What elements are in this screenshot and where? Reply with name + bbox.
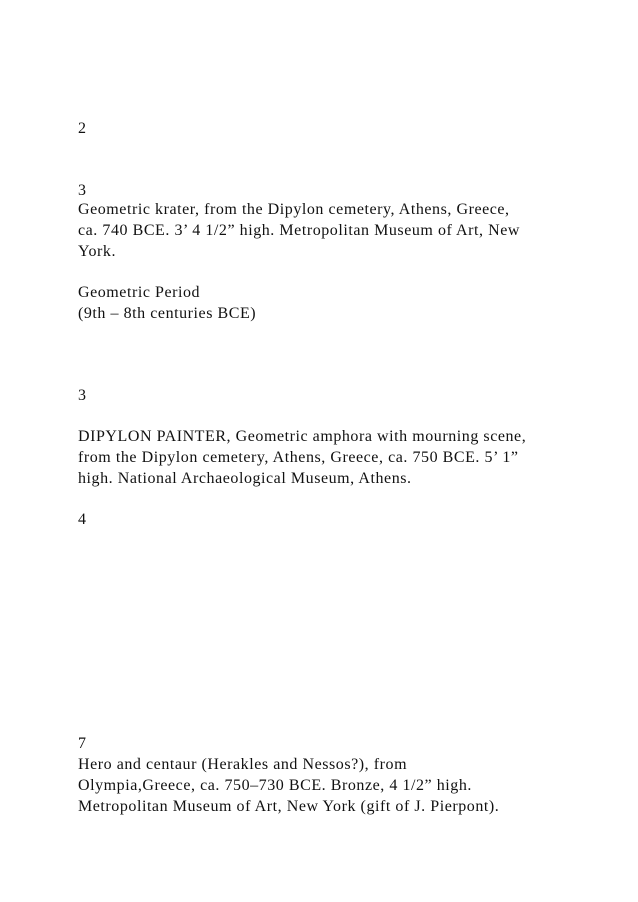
caption-line: York. — [78, 243, 117, 260]
slide-number: 4 — [78, 511, 87, 528]
caption-line: Olympia,Greece, ca. 750–730 BCE. Bronze, 4 1/2” high. — [78, 777, 472, 794]
caption-line: from the Dipylon cemetery, Athens, Greece, ca. 750 BCE. 5’ 1” — [78, 449, 519, 466]
slide-number: 7 — [78, 735, 87, 752]
period-heading: Geometric Period — [78, 284, 201, 301]
slide-number: 2 — [78, 120, 87, 137]
period-dates: (9th – 8th centuries BCE) — [78, 305, 257, 322]
caption-line: ca. 740 BCE. 3’ 4 1/2” high. Metropolitan Museum of Art, New — [78, 222, 520, 239]
caption-line: high. National Archaeological Museum, Athens. — [78, 470, 412, 487]
caption-line: DIPYLON PAINTER, Geometric amphora with mourning scene, — [78, 428, 527, 445]
slide-number: 3 — [78, 387, 87, 404]
caption-line: Metropolitan Museum of Art, New York (gift of J. Pierpont). — [78, 798, 500, 815]
slide-number: 3 — [78, 182, 87, 199]
caption-line: Hero and centaur (Herakles and Nessos?), from — [78, 756, 408, 773]
caption-line: Geometric krater, from the Dipylon cemetery, Athens, Greece, — [78, 201, 510, 218]
